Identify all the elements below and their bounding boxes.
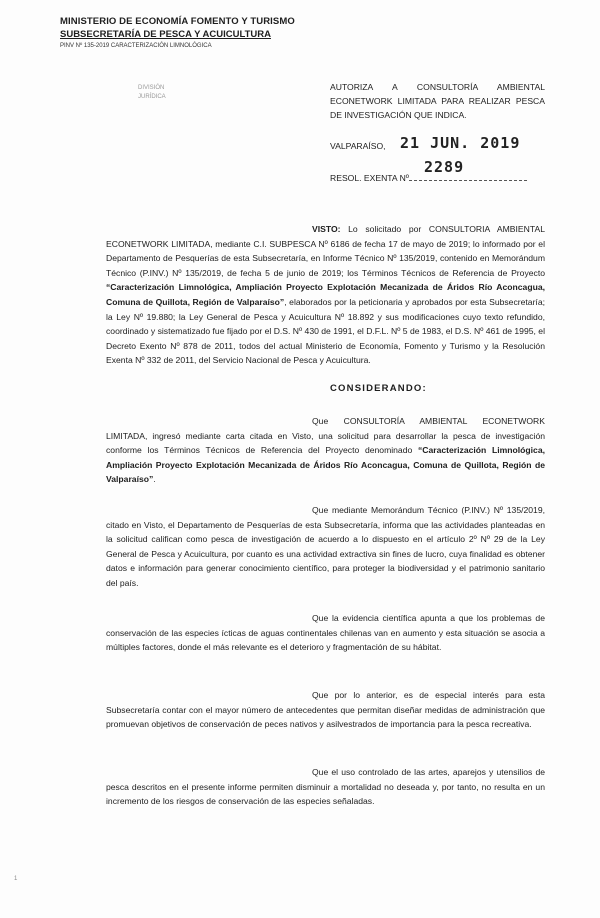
considerando-4 bbox=[106, 688, 545, 732]
visto-text-2: , elaborados por la peticionaria y aprobados por esta Subsecretaría; la Ley Nº 19.880; la Ley General de Pesca y Acuicultura Nº 18.892 y sus modificaciones cuyo texto refundido, coordinado y sistematizado fue fijado por el D.S. Nº 430 de 1991, el D.F.L. Nº 5 de 1983, el D.S. Nº 461 de 1995, el Decreto Exento Nº 878 de 2011, todos del actual Ministerio de Economía, Fomento y Turismo y la Resolución Exenta Nº 332 de 2011, del Servicio Nacional de Pesca y Acuicultura. bbox=[106, 296, 545, 366]
title-line-2: ECONETWORK LIMITADA PARA REALIZAR PESCA bbox=[330, 96, 545, 106]
date-line bbox=[330, 134, 521, 152]
considerando-1 bbox=[106, 414, 545, 487]
considerando-5-text: Que el uso controlado de las artes, aparejos y utensilios de pesca descritos en el presente informe permiten disminuir a mortalidad no deseada y, por tanto, no resulta en un incremento de los riesgos de conservación de las especies señaladas. bbox=[106, 767, 545, 807]
title-line-1: AUTORIZA A CONSULTORÍA AMBIENTAL bbox=[330, 82, 545, 92]
considerando-3-text: Que la evidencia científica apunta a que los problemas de conservación de las especies ícticas de aguas continentales chilenas van en aumento y esta situación se asocia a múltiples factores, donde el más relevante es el deterioro y fragmentación de su hábitat. bbox=[106, 613, 545, 653]
visto-label: VISTO: bbox=[312, 224, 341, 234]
letterhead bbox=[60, 16, 310, 49]
considerando-3 bbox=[106, 611, 545, 655]
division-stamp bbox=[138, 84, 202, 114]
subsecretaria-name: SUBSECRETARÍA DE PESCA Y ACUICULTURA bbox=[60, 29, 271, 40]
considerando-1-text: Que CONSULTORÍA AMBIENTAL ECONETWORK LIMITADA, ingresó mediante carta citada en Visto, una solicitud para desarrollar la pesca de investigación conforme los Términos Técnicos de Referencia del Proyecto denominado bbox=[106, 416, 545, 456]
page-mark: 1 bbox=[14, 876, 18, 882]
considerando-5 bbox=[106, 765, 545, 809]
resolution-number-line bbox=[330, 158, 527, 183]
date-place: VALPARAÍSO, bbox=[330, 141, 386, 151]
resolution-label: RESOL. EXENTA Nº bbox=[330, 173, 409, 183]
file-reference: PINV Nº 135-2019 CARACTERIZACIÓN LIMNOLÓGICA bbox=[60, 43, 212, 49]
considerando-1-project: “Caracterización Limnológica, Ampliación Proyecto Explotación Mecanizada de Áridos Río Aconcagua, Comuna de Quillota, Región de Valparaíso” bbox=[106, 445, 546, 485]
ministry-name: MINISTERIO DE ECONOMÍA FOMENTO Y TURISMO bbox=[60, 16, 295, 27]
date-stamp: 21 JUN. 2019 bbox=[400, 134, 521, 152]
considerando-4-text: Que por lo anterior, es de especial interés para esta Subsecretaría contar con el mayor número de antecedentes que permitan diseñar medidas de administración que promuevan objetivos de conservación de peces nativos y asilvestrados de importancia para la pesca recreativa. bbox=[106, 690, 545, 730]
resolution-number: 2289 bbox=[424, 158, 465, 176]
considerando-1-end: . bbox=[153, 474, 156, 485]
stamp-line-1: DIVISIÓN bbox=[138, 85, 165, 91]
title-line-3: DE INVESTIGACIÓN QUE INDICA. bbox=[330, 110, 467, 120]
considerando-heading: CONSIDERANDO: bbox=[330, 383, 427, 394]
visto-paragraph bbox=[106, 222, 545, 368]
stamp-line-2: JURÍDICA bbox=[138, 94, 166, 100]
considerando-2-text: Que mediante Memorándum Técnico (P.INV.) Nº 135/2019, citado en Visto, el Departamento de Pesquerías de esta Subsecretaría, informa que las actividades planteadas en la solicitud califican como pesca de investigación de acuerdo a lo dispuesto en el artículo 2º Nº 29 de la Ley General de Pesca y Acuicultura, por cuanto es una actividad extractiva sin fines de lucro, cuya finalidad es obtener datos e información para generar conocimiento científico, para proteger la biodiversidad y el patrimonio sanitario del país. bbox=[106, 505, 545, 588]
considerando-2 bbox=[106, 503, 545, 591]
resolution-title bbox=[330, 80, 545, 122]
visto-text-1: Lo solicitado por CONSULTORIA AMBIENTAL ECONETWORK LIMITADA, mediante C.I. SUBPESCA Nº 6186 de fecha 17 de mayo de 2019; lo informado por el Departamento de Pesquerías de esta Subsecretaría, en Informe Técnico Nº 135/2019, contenido en Memorándum Técnico (P.INV.) Nº 135/2019, de fecha 5 de junio de 2019; los Términos Técnicos de Referencia de Proyecto bbox=[106, 224, 545, 278]
visto-project-name: “Caracterización Limnológica, Ampliación Proyecto Explotación Mecanizada de Áridos Río Aconcagua, Comuna de Quillota, Región de Valparaíso” bbox=[106, 282, 545, 307]
